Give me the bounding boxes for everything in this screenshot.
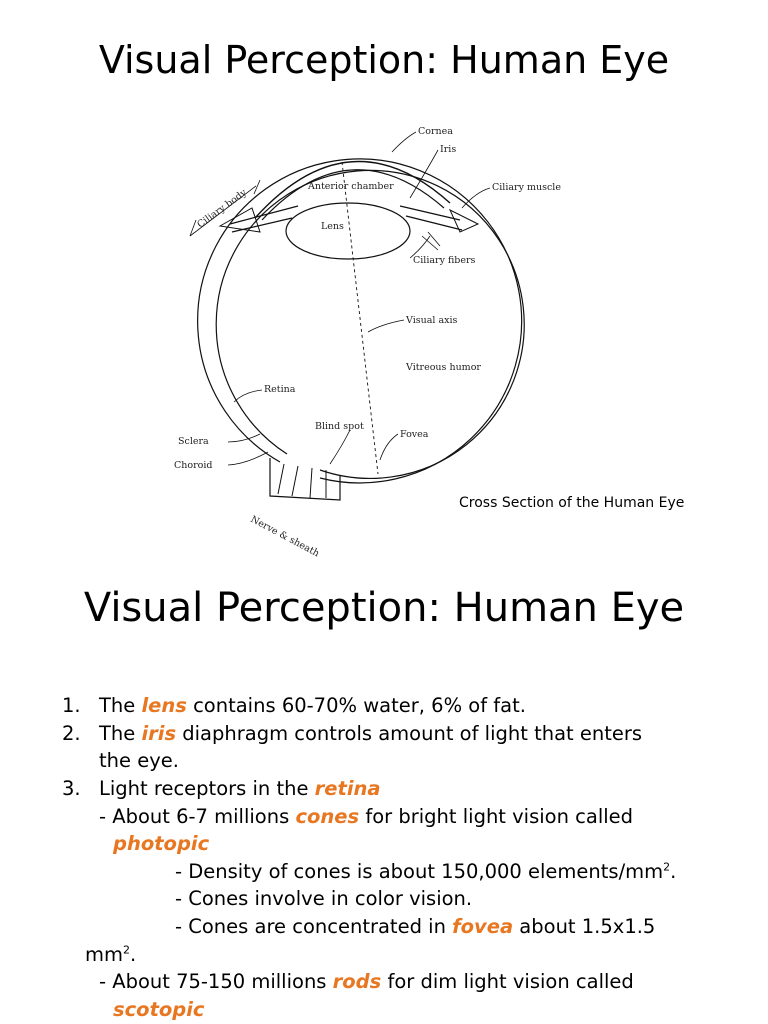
label-ciliary-body: Ciliary body bbox=[195, 187, 249, 231]
label-iris: Iris bbox=[440, 144, 457, 155]
highlight-cones: cones bbox=[295, 805, 360, 828]
text: - Cones are concentrated in bbox=[175, 915, 453, 938]
highlight-lens: lens bbox=[141, 694, 187, 717]
highlight-scotopic-text: scotopic bbox=[113, 998, 205, 1021]
highlight-rods: rods bbox=[332, 970, 382, 993]
label-fovea: Fovea bbox=[400, 429, 429, 440]
highlight-scotopic bbox=[113, 996, 204, 1024]
text: mm bbox=[85, 943, 123, 966]
list-number: 3. bbox=[62, 777, 81, 800]
label-cornea: Cornea bbox=[418, 126, 453, 137]
list-number: 2. bbox=[62, 722, 81, 745]
text: contains 60-70% water, 6% of fat. bbox=[186, 694, 526, 717]
highlight-photopic bbox=[113, 830, 209, 858]
slide-title-2: Visual Perception: Human Eye bbox=[83, 585, 685, 631]
label-vitreous-humor: Vitreous humor bbox=[406, 362, 481, 373]
sclera-outline bbox=[198, 159, 522, 483]
superscript: 2 bbox=[123, 943, 130, 957]
list-item bbox=[99, 720, 642, 748]
text: about 1.5x1.5 bbox=[513, 915, 656, 938]
label-anterior-chamber: Anterior chamber bbox=[308, 181, 394, 192]
highlight-fovea: fovea bbox=[452, 915, 514, 938]
text: The bbox=[99, 694, 142, 717]
text: - Density of cones is about 150,000 elements/mm bbox=[175, 860, 664, 883]
superscript: 2 bbox=[663, 860, 671, 874]
sub-item-continuation bbox=[85, 941, 136, 969]
text: - About 75-150 millions bbox=[99, 970, 333, 993]
text: . bbox=[670, 860, 677, 883]
text: The bbox=[99, 722, 142, 745]
text: - About 6-7 millions bbox=[99, 805, 296, 828]
label-ciliary-muscle: Ciliary muscle bbox=[492, 182, 561, 193]
text: . bbox=[130, 943, 137, 966]
text: for dim light vision called bbox=[381, 970, 634, 993]
sub-item-fovea bbox=[175, 913, 655, 941]
sub-item-rods bbox=[99, 968, 634, 996]
highlight-retina: retina bbox=[314, 777, 381, 800]
label-choroid: Choroid bbox=[174, 460, 213, 471]
text: Light receptors in the bbox=[99, 777, 315, 800]
slide-title: Visual Perception: Human Eye bbox=[98, 38, 670, 82]
text: diaphragm controls amount of light that enters bbox=[176, 722, 643, 745]
label-blind-spot: Blind spot bbox=[315, 421, 364, 432]
sub-item-color: - Cones involve in color vision. bbox=[175, 887, 473, 910]
list-number: 1. bbox=[62, 694, 81, 717]
list-item-continuation: the eye. bbox=[99, 749, 179, 772]
label-sclera: Sclera bbox=[178, 436, 209, 447]
label-retina: Retina bbox=[264, 384, 296, 395]
label-nerve-sheath: Nerve & sheath bbox=[248, 513, 322, 560]
list-item bbox=[99, 775, 381, 803]
eye-cross-section-diagram bbox=[160, 108, 580, 560]
label-visual-axis: Visual axis bbox=[406, 315, 458, 326]
list-item bbox=[99, 692, 526, 720]
sub-item-cones bbox=[99, 803, 633, 831]
label-ciliary-fibers: Ciliary fibers bbox=[413, 255, 476, 266]
text: for bright light vision called bbox=[359, 805, 634, 828]
highlight-photopic-text: photopic bbox=[113, 832, 210, 855]
highlight-iris: iris bbox=[141, 722, 177, 745]
diagram-caption: Cross Section of the Human Eye bbox=[459, 495, 685, 511]
label-lens: Lens bbox=[321, 221, 344, 232]
sub-item-density bbox=[175, 858, 676, 886]
